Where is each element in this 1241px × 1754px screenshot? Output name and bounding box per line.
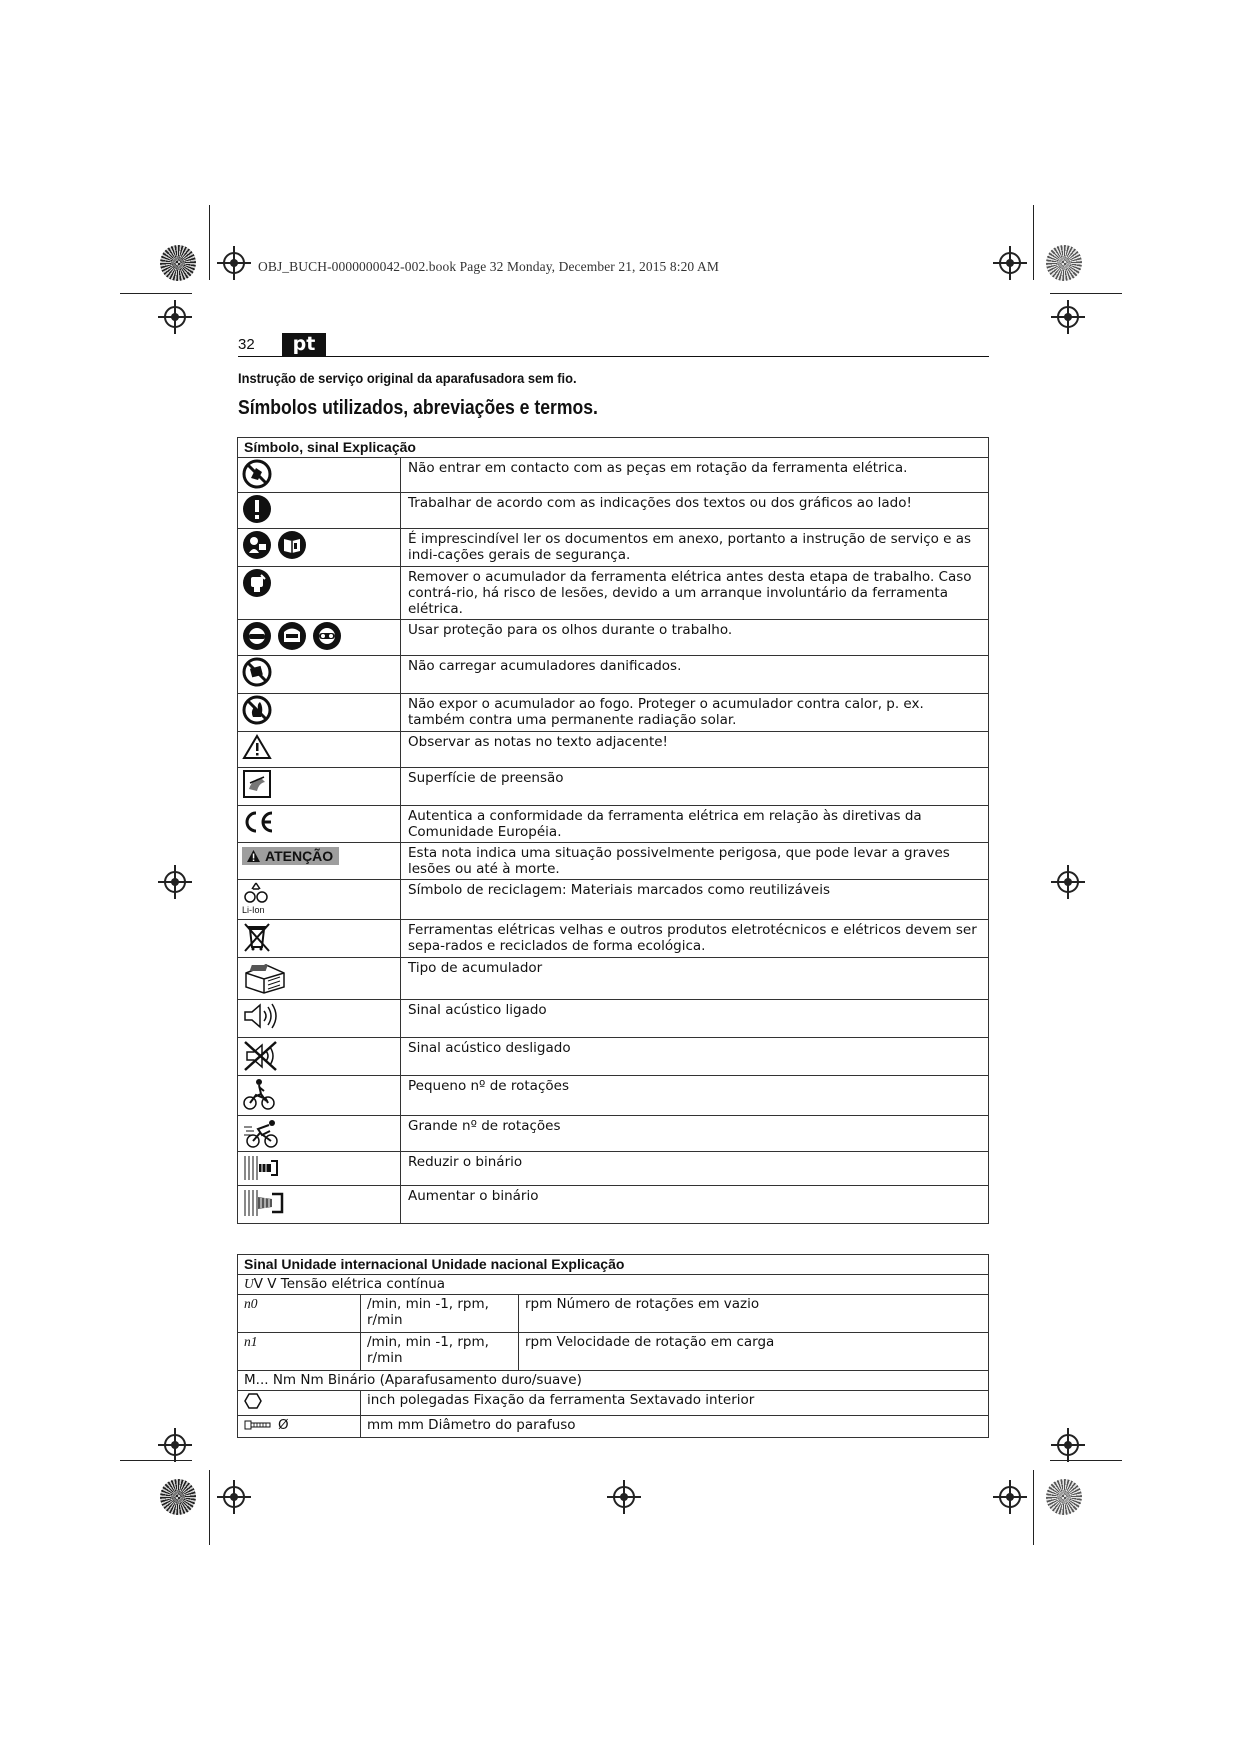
table-header: Símbolo, sinal Explicação [238, 438, 989, 458]
sign-cell [238, 1391, 361, 1416]
book-info-line: OBJ_BUCH-0000000042-002.book Page 32 Monday, December 21, 2015 8:20 AM [258, 259, 719, 274]
crop-line [209, 1470, 210, 1545]
crop-line [209, 205, 210, 280]
header-rule [238, 356, 989, 357]
sign-symbol: U [244, 1276, 254, 1291]
language-badge: pt [282, 333, 326, 357]
registration-crosshair [164, 871, 186, 893]
warning-triangle-small-icon [246, 849, 261, 863]
battery-type-icon [242, 959, 288, 995]
explanation-cell: Grande nº de rotações [401, 1116, 989, 1152]
explanation-cell: Não expor o acumulador ao fogo. Proteger o acumulador contra calor, p. ex. também contra uma permanente radiação solar. [401, 694, 989, 732]
table-row [238, 1076, 989, 1116]
table-row [238, 1000, 989, 1038]
explanation-cell: Aumentar o binário [401, 1186, 989, 1224]
eye-protection-icon [242, 621, 272, 651]
registration-crosshair [164, 1434, 186, 1456]
symbol-cell [238, 458, 401, 493]
symbol-cell [238, 1152, 401, 1186]
recycling-li-ion-icon [242, 881, 270, 905]
weee-crossed-bin-icon [242, 921, 272, 953]
crop-line [1033, 1470, 1034, 1545]
registration-crosshair [1057, 1434, 1079, 1456]
table-row [238, 732, 989, 768]
symbol-cell [238, 806, 401, 843]
exclamation-mandatory-icon [242, 494, 272, 524]
explanation-cell: Símbolo de reciclagem: Materiais marcados como reutilizáveis [401, 880, 989, 920]
high-speed-cyclist-icon [242, 1117, 282, 1149]
sign-cell [238, 1333, 361, 1371]
crop-line [1050, 1460, 1122, 1461]
registration-crosshair [999, 1486, 1021, 1508]
table-row [238, 1186, 989, 1224]
attention-label-icon [242, 847, 339, 865]
table-row [238, 843, 989, 880]
sign-cell [238, 1295, 361, 1333]
read-manual-icon [242, 530, 272, 560]
explanation-cell: Ferramentas elétricas velhas e outros produtos eletrotécnicos e elétricos devem ser sepa-rados e reciclados de forma ecológica. [401, 920, 989, 958]
registration-crosshair [223, 1486, 245, 1508]
explanation-cell: Sinal acústico desligado [401, 1038, 989, 1076]
registration-starburst [1046, 245, 1082, 281]
table-row [238, 1371, 989, 1391]
table-header: Sinal Unidade internacional Unidade nacional Explicação [238, 1255, 989, 1275]
table-header-row [238, 438, 989, 458]
explanation-cell: É imprescindível ler os documentos em anexo, portanto a instrução de serviço e as indi-cações gerais de segurança. [401, 529, 989, 567]
sign-symbol: n0 [244, 1296, 258, 1311]
intl-unit-cell: /min, min -1, rpm, r/min [361, 1295, 519, 1333]
symbol-cell [238, 732, 401, 768]
symbol-cell [238, 620, 401, 656]
units-cell: inch polegadas Fixação da ferramenta Sextavado interior [361, 1391, 989, 1416]
symbol-cell [238, 493, 401, 529]
registration-starburst [160, 1479, 196, 1515]
registration-crosshair [999, 252, 1021, 274]
explanation-cell: Autentica a conformidade da ferramenta elétrica em relação às diretivas da Comunidade Européia. [401, 806, 989, 843]
table-row [238, 1152, 989, 1186]
registration-crosshair [164, 306, 186, 328]
explanation-cell: Pequeno nº de rotações [401, 1076, 989, 1116]
registration-crosshair [613, 1486, 635, 1508]
units-cell: mm mm Diâmetro do parafuso [361, 1416, 989, 1438]
ce-mark-icon [242, 807, 276, 837]
crop-line [120, 293, 192, 294]
grip-surface-icon [242, 769, 272, 799]
explanation-cell: Trabalhar de acordo com as indicações dos textos ou dos gráficos ao lado! [401, 493, 989, 529]
table-row [238, 567, 989, 620]
table-row [238, 1038, 989, 1076]
hexagon-icon [244, 1392, 262, 1410]
page-number: 32 [238, 336, 255, 353]
explanation-cell: Não carregar acumuladores danificados. [401, 656, 989, 694]
document-subtitle: Instrução de serviço original da aparafusadora sem fio. [238, 370, 577, 386]
table-row [238, 1275, 989, 1295]
crop-line [1050, 293, 1122, 294]
increase-torque-icon [242, 1187, 286, 1219]
low-speed-cyclist-icon [242, 1077, 276, 1111]
table-row [238, 958, 989, 1000]
explanation-cell: Usar proteção para os olhos durante o trabalho. [401, 620, 989, 656]
table-row [238, 1295, 989, 1333]
sound-off-icon [242, 1039, 280, 1073]
intl-unit-cell: /min, min -1, rpm, r/min [361, 1333, 519, 1371]
units-text: V V Tensão elétrica contínua [253, 1276, 446, 1292]
registration-crosshair [1057, 306, 1079, 328]
table-row [238, 656, 989, 694]
sign-cell [238, 1416, 361, 1438]
units-cell: M... Nm Nm Binário (Aparafusamento duro/suave) [238, 1371, 989, 1391]
section-title: Símbolos utilizados, abreviações e termos. [238, 397, 598, 419]
explanation-cell: Sinal acústico ligado [401, 1000, 989, 1038]
face-shield-icon [277, 621, 307, 651]
table-row [238, 768, 989, 806]
symbol-cell [238, 1038, 401, 1076]
symbol-cell [238, 768, 401, 806]
li-ion-label: Li-Ion [242, 905, 265, 915]
remove-battery-icon [242, 568, 272, 598]
manual-book-icon [277, 530, 307, 560]
table-row [238, 1391, 989, 1416]
crop-line [1033, 205, 1034, 280]
sign-symbol: n1 [244, 1334, 258, 1349]
crop-line [120, 1460, 192, 1461]
explanation-cell: Reduzir o binário [401, 1152, 989, 1186]
reduce-torque-icon [242, 1153, 280, 1183]
symbol-cell [238, 567, 401, 620]
warning-triangle-icon [242, 733, 272, 761]
units-table [237, 1254, 989, 1438]
registration-starburst [1046, 1479, 1082, 1515]
symbol-cell [238, 843, 401, 880]
table-row [238, 694, 989, 732]
safety-goggles-icon [312, 621, 342, 651]
symbol-cell [238, 1116, 401, 1152]
explanation-cell: Observar as notas no texto adjacente! [401, 732, 989, 768]
attention-label-text: ATENÇÃO [265, 848, 334, 864]
symbols-table [237, 437, 989, 1224]
registration-crosshair [223, 252, 245, 274]
symbol-cell [238, 920, 401, 958]
registration-crosshair [1057, 871, 1079, 893]
table-row [238, 1116, 989, 1152]
no-touch-rotating-parts-icon [242, 459, 272, 489]
symbol-cell [238, 529, 401, 567]
explanation-cell: rpm Velocidade de rotação em carga [519, 1333, 989, 1371]
symbol-cell [238, 1000, 401, 1038]
diameter-sign: Ø [278, 1417, 289, 1433]
explanation-cell: Não entrar em contacto com as peças em rotação da ferramenta elétrica. [401, 458, 989, 493]
symbol-cell [238, 1076, 401, 1116]
table-header-row [238, 1255, 989, 1275]
symbol-cell [238, 880, 401, 920]
no-damaged-battery-icon [242, 657, 272, 687]
no-fire-battery-icon [242, 695, 272, 725]
explanation-cell: Esta nota indica uma situação possivelmente perigosa, que pode levar a graves lesões ou até à morte. [401, 843, 989, 880]
table-row [238, 1333, 989, 1371]
explanation-cell: Remover o acumulador da ferramenta elétrica antes desta etapa de trabalho. Caso contrá-rio, há risco de lesões, devido a um arranque involuntário da ferramenta elétrica. [401, 567, 989, 620]
table-row [238, 920, 989, 958]
table-row [238, 493, 989, 529]
explanation-cell: rpm Número de rotações em vazio [519, 1295, 989, 1333]
units-cell [238, 1275, 989, 1295]
symbol-cell [238, 656, 401, 694]
symbol-cell [238, 1186, 401, 1224]
explanation-cell: Tipo de acumulador [401, 958, 989, 1000]
table-row [238, 1416, 989, 1438]
symbol-cell [238, 958, 401, 1000]
screw-diameter-icon [244, 1419, 272, 1431]
explanation-cell: Superfície de preensão [401, 768, 989, 806]
table-row [238, 880, 989, 920]
registration-starburst [160, 245, 196, 281]
sound-on-icon [242, 1001, 280, 1031]
table-row [238, 529, 989, 567]
table-row [238, 458, 989, 493]
table-row [238, 806, 989, 843]
table-row [238, 620, 989, 656]
symbol-cell [238, 694, 401, 732]
